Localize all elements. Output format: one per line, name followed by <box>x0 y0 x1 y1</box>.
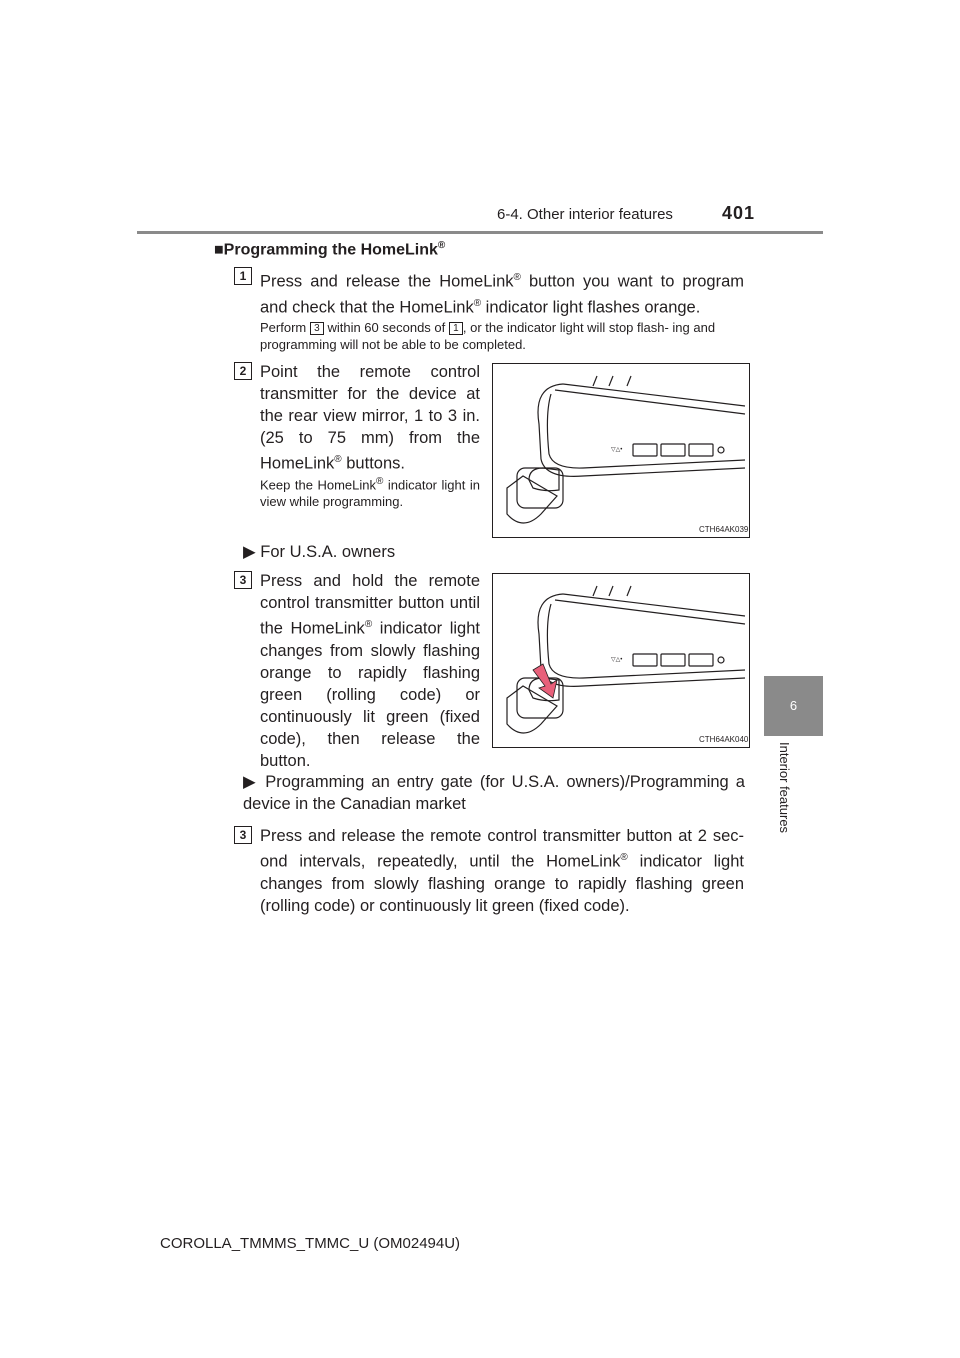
step-2-note: Keep the HomeLink® indicator light in view while programming. <box>260 476 480 510</box>
step-number-3a: 3 <box>234 571 252 589</box>
step-number-1: 1 <box>234 267 252 285</box>
mirror-remote-press-illustration <box>493 574 749 747</box>
page-number: 401 <box>722 203 756 223</box>
step-2-text: Point the remote control transmitter for the device at the rear view mirror, 1 to 3 in. (25 to 75 mm) from the HomeLink® buttons. <box>260 363 480 473</box>
section-header: 6-4. Other interior features <box>497 206 673 223</box>
square-bullet-icon: ■ <box>214 241 224 259</box>
svg-text:CTH64AK039: CTH64AK039 <box>699 525 749 534</box>
step-3a-text: Press and hold the remote control transmitter button until the HomeLink® indicator light changes from slowly flashing orange to rapidly flashing green (rolling code) or continuously lit green (fixed code), then release the button. <box>260 572 480 770</box>
svg-text:▽△•: ▽△• <box>611 447 623 453</box>
step-number-2: 2 <box>234 362 252 380</box>
figure-mirror-1 <box>492 363 750 538</box>
sub-bullet-entry-gate: ▶ Programming an entry gate (for U.S.A. owners)/Programming a device in the Canadian market <box>243 773 745 813</box>
svg-text:▽△•: ▽△• <box>611 657 623 663</box>
chapter-tab: 6 <box>764 676 823 736</box>
press-arrow-icon <box>533 664 557 698</box>
document-footer: COROLLA_TMMMS_TMMC_U (OM02494U) <box>160 1235 461 1252</box>
step-number-3b: 3 <box>234 826 252 844</box>
mirror-remote-illustration <box>493 364 749 537</box>
header-rule <box>137 231 823 234</box>
step-ref-3: 3 <box>310 322 324 335</box>
step-1-text: Press and release the HomeLink® button you want to program and check that the HomeLink® indicator light flashes orange. <box>260 272 744 316</box>
section-title: ■Programming the HomeLink® <box>214 240 446 259</box>
triangle-bullet-icon: ▶ <box>243 773 259 791</box>
sub-bullet-usa: ▶ For U.S.A. owners <box>243 543 396 561</box>
triangle-bullet-icon: ▶ <box>243 543 256 561</box>
step-3b-text: Press and release the remote control transmitter button at 2 sec- ond intervals, repeatedly, until the HomeLink® indicator light changes from slowly flashing orange to rapidly flashing green (rolling code) or continuously lit green (fixed code). <box>260 827 744 915</box>
step-1-note: Perform 3 within 60 seconds of 1 , or the indicator light will stop flash- ing and programming will not be able to be completed. <box>260 320 716 352</box>
step-ref-1: 1 <box>449 322 463 335</box>
figure-mirror-2 <box>492 573 750 748</box>
svg-text:CTH64AK040: CTH64AK040 <box>699 735 749 744</box>
chapter-label: Interior features <box>777 742 792 834</box>
